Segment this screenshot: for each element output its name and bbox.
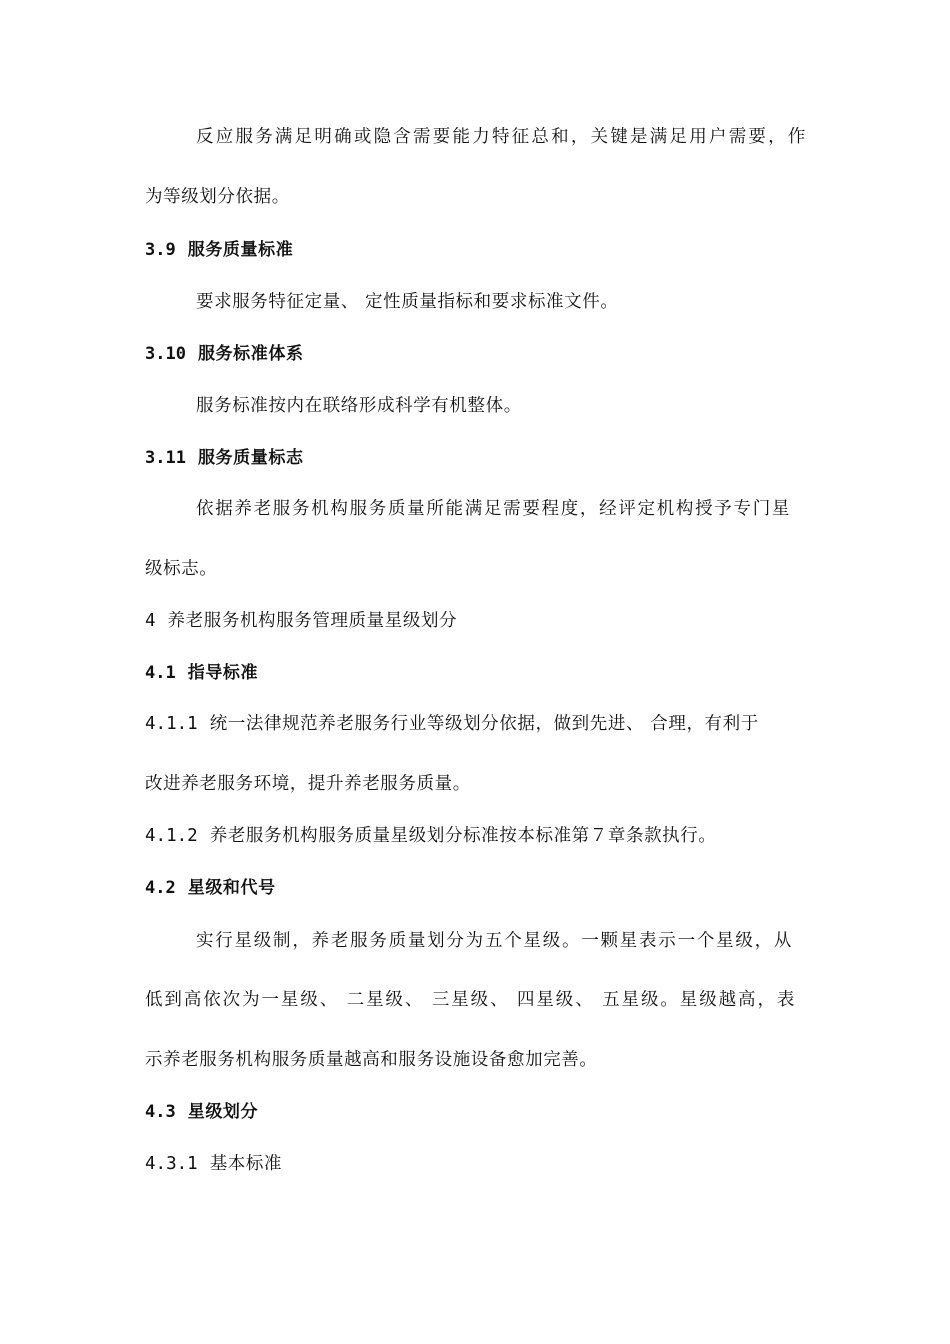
clause-number: 4.3.1 (145, 1154, 198, 1174)
section-heading-3-9 (145, 238, 805, 262)
paragraph-line: 要求服务特征定量、 定性质量指标和要求标准文件。 (196, 292, 619, 312)
section-title: 星级划分 (187, 1102, 259, 1122)
paragraph-line: 改进养老服务环境，提升养老服务质量。 (145, 774, 471, 794)
clause-text: 养老服务机构服务质量星级划分标准按本标准第７章条款执行。 (209, 826, 717, 846)
section-title: 养老服务机构服务管理质量星级划分 (167, 611, 458, 631)
section-title: 服务标准体系 (197, 344, 304, 364)
clause-4-3-1 (145, 1152, 805, 1176)
clause-number: 4.1.2 (145, 826, 198, 846)
paragraph-line: 反应服务满足明确或隐含需要能力特征总和，关键是满足用户需要，作 (196, 127, 806, 147)
section-heading-3-10 (145, 342, 805, 366)
section-heading-4-1 (145, 661, 805, 685)
clause-4-1-1 (145, 712, 805, 736)
paragraph-line: 实行星级制，养老服务质量划分为五个星级。一颗星表示一个星级，从 (196, 931, 792, 951)
clause-text: 统一法律规范养老服务行业等级划分依据，做到先进、 合理，有利于 (209, 714, 759, 734)
paragraph-line: 示养老服务机构服务质量越高和服务设施设备愈加完善。 (145, 1050, 598, 1070)
section-number: 3.11 (145, 448, 186, 468)
section-number: 4.3 (145, 1102, 176, 1122)
section-heading-4-2 (145, 876, 805, 900)
chapter-heading-4 (145, 609, 805, 633)
clause-4-1-2 (145, 824, 805, 848)
paragraph-line: 依据养老服务机构服务质量所能满足需要程度，经评定机构授予专门星 (196, 499, 790, 519)
section-number: 4 (145, 611, 156, 631)
clause-number: 4.1.1 (145, 714, 198, 734)
paragraph-line: 服务标准按内在联络形成科学有机整体。 (196, 396, 522, 416)
section-title: 指导标准 (187, 663, 259, 683)
paragraph-line: 为等级划分依据。 (145, 187, 290, 207)
section-title: 服务质量标准 (187, 240, 294, 260)
section-title: 服务质量标志 (197, 448, 304, 468)
section-heading-4-3 (145, 1100, 805, 1124)
clause-title: 基本标准 (209, 1154, 283, 1174)
section-title: 星级和代号 (187, 878, 276, 898)
paragraph-line: 低到高依次为一星级、 二星级、 三星级、 四星级、 五星级。星级越高，表 (145, 990, 795, 1010)
section-number: 4.1 (145, 663, 176, 683)
section-heading-3-11 (145, 446, 805, 470)
section-number: 3.9 (145, 240, 176, 260)
paragraph-line: 级标志。 (145, 559, 218, 579)
section-number: 3.10 (145, 344, 186, 364)
section-number: 4.2 (145, 878, 176, 898)
